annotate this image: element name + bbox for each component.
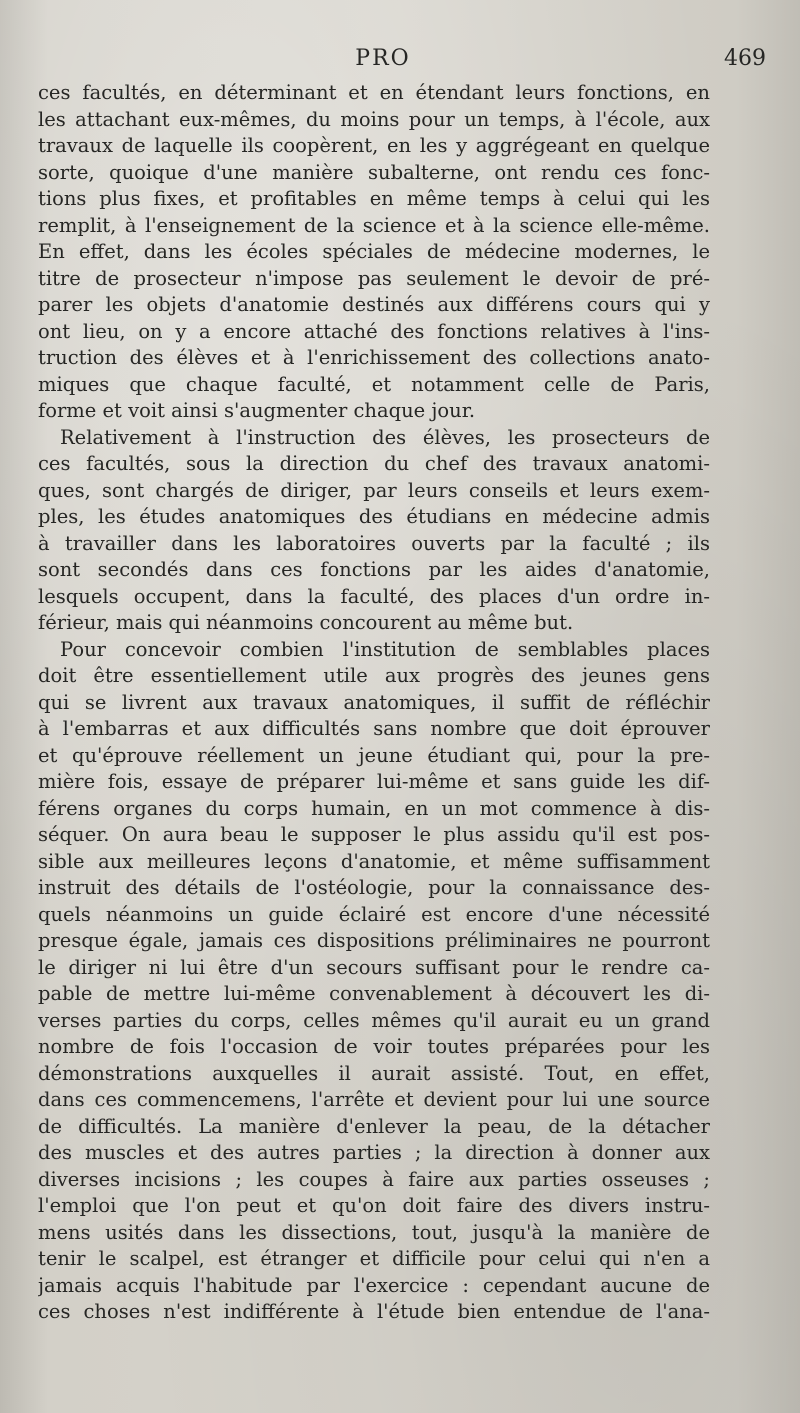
text-line: instruit des détails de l'ostéologie, pour la connaissance des-: [38, 876, 710, 899]
text-line: diverses incisions ; les coupes à faire aux parties osseuses ;: [38, 1167, 710, 1191]
text-line: doit être essentiellement utile aux progrès des jeunes gens: [38, 664, 710, 687]
text-line: Pour concevoir combien l'institution de semblables places: [60, 637, 710, 661]
text-line: séquer. On aura beau le supposer le plus assidu qu'il est pos-: [38, 823, 710, 846]
text-line: et qu'éprouve réellement un jeune étudiant qui, pour la pre-: [38, 743, 710, 767]
text-line: l'emploi que l'on peut et qu'on doit faire des divers instru-: [38, 1194, 710, 1217]
text-line: ques, sont chargés de diriger, par leurs conseils et leurs exem-: [38, 478, 710, 502]
text-line: démonstrations auxquelles il aurait assisté. Tout, en effet,: [38, 1061, 710, 1085]
text-line: des muscles et des autres parties ; la direction à donner aux: [38, 1141, 710, 1164]
text-line: remplit, à l'enseignement de la science et à la science elle-même.: [38, 213, 710, 237]
text-line: ples, les études anatomiques des étudians en médecine admis: [38, 505, 710, 528]
text-line: à l'embarras et aux difficultés sans nombre que doit éprouver: [38, 717, 710, 740]
text-line: verses parties du corps, celles mêmes qu'il aurait eu un grand: [38, 1008, 710, 1032]
text-line: sont secondés dans ces fonctions par les aides d'anatomie,: [38, 558, 710, 581]
text-line: ces facultés, en déterminant et en étendant leurs fonctions, en: [38, 81, 710, 104]
text-line: truction des élèves et à l'enrichissement des collections anato-: [38, 346, 710, 369]
body-text: [38, 80, 710, 1326]
text-line: titre de prosecteur n'impose pas seulement le devoir de pré-: [38, 266, 710, 290]
text-line: les attachant eux-mêmes, du moins pour un temps, à l'école, aux: [38, 107, 710, 131]
text-line: dans ces commencemens, l'arrête et devient pour lui une source: [38, 1088, 710, 1111]
text-line: lesquels occupent, dans la faculté, des places d'un ordre in-: [38, 584, 710, 608]
text-line: tenir le scalpel, est étranger et difficile pour celui qui n'en a: [38, 1247, 710, 1270]
text-line: miques que chaque faculté, et notamment celle de Paris,: [38, 372, 710, 396]
text-line: jamais acquis l'habitude par l'exercice : cependant aucune de: [38, 1273, 710, 1297]
text-line: pable de mettre lui-même convenablement à découvert les di-: [38, 982, 710, 1005]
text-line: sible aux meilleures leçons d'anatomie, et même suffisamment: [38, 849, 710, 873]
text-line: parer les objets d'anatomie destinés aux différens cours qui y: [38, 293, 710, 316]
text-line: Relativement à l'instruction des élèves, les prosecteurs de: [60, 425, 710, 449]
page-number: 469: [724, 46, 766, 71]
text-line: qui se livrent aux travaux anatomiques, il suffit de réfléchir: [38, 690, 710, 714]
text-line: forme et voit ainsi s'augmenter chaque jour.: [38, 399, 476, 422]
text-line: férieur, mais qui néanmoins concourent au même but.: [38, 611, 574, 634]
text-line: le diriger ni lui être d'un secours suffisant pour le rendre ca-: [38, 955, 710, 979]
text-line: travaux de laquelle ils coopèrent, en les y aggrégeant en quelque: [38, 134, 710, 157]
text-line: ces choses n'est indifférente à l'étude bien entendue de l'ana-: [38, 1300, 710, 1323]
text-line: ont lieu, on y a encore attaché des fonctions relatives à l'ins-: [38, 319, 710, 343]
text-line: sorte, quoique d'une manière subalterne, ont rendu ces fonc-: [38, 160, 710, 184]
text-line: nombre de fois l'occasion de voir toutes préparées pour les: [38, 1035, 710, 1058]
text-line: ces facultés, sous la direction du chef des travaux anatomi-: [38, 452, 710, 475]
text-line: de difficultés. La manière d'enlever la peau, de la détacher: [38, 1114, 710, 1138]
text-line: mens usités dans les dissections, tout, jusqu'à la manière de: [38, 1220, 710, 1244]
text-line: En effet, dans les écoles spéciales de médecine modernes, le: [38, 240, 710, 263]
page-header: [36, 46, 766, 80]
text-line: tions plus fixes, et profitables en même temps à celui qui les: [38, 187, 710, 210]
running-head: PRO: [355, 46, 411, 71]
text-line: mière fois, essaye de préparer lui-même et sans guide les dif-: [38, 770, 710, 793]
text-line: presque égale, jamais ces dispositions préliminaires ne pourront: [38, 929, 710, 952]
text-line: à travailler dans les laboratoires ouverts par la faculté ; ils: [38, 531, 710, 555]
text-line: quels néanmoins un guide éclairé est encore d'une nécessité: [38, 902, 710, 926]
text-line: férens organes du corps humain, en un mot commence à dis-: [38, 796, 710, 820]
